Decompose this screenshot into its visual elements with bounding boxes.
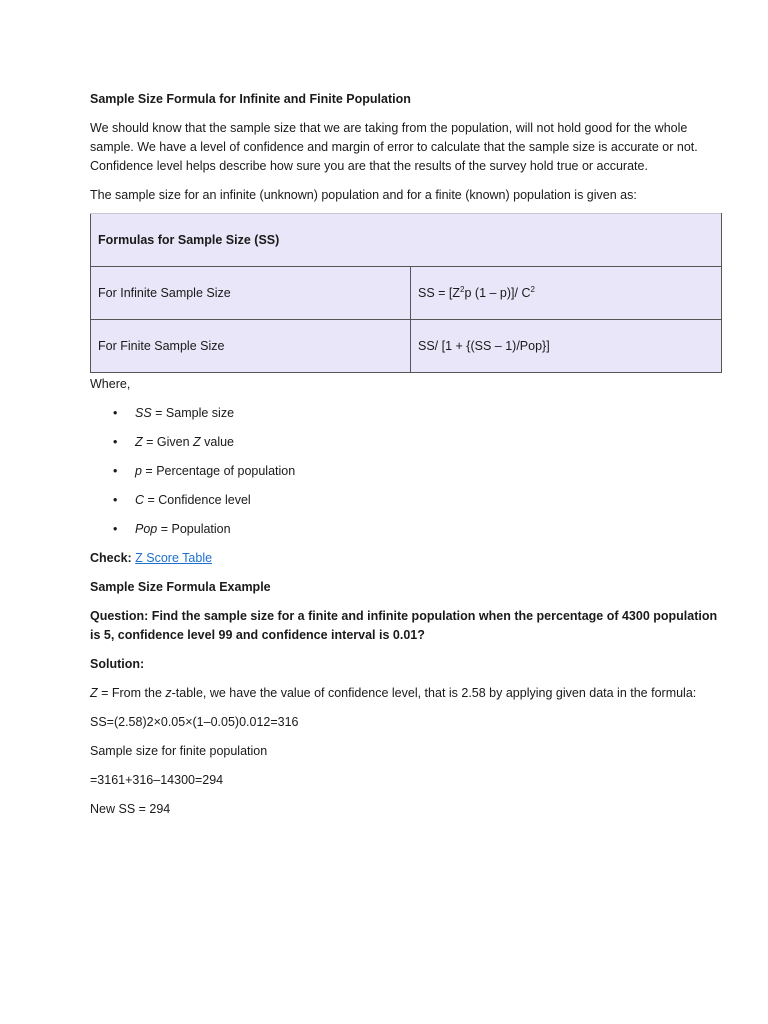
table-header-row [91, 214, 722, 267]
calculation-finite: =3161+316–14300=294 [90, 773, 224, 787]
table-row [91, 267, 722, 320]
intro-paragraph: We should know that the sample size that we are taking from the population, will not hold good for the whole sample. We have a level of confidence and margin of error to calculate that the sample size is accurate or not. Confidence level helps describe how sure you are that the results of the survey hold true or accurate. [90, 121, 698, 173]
list-item [90, 433, 722, 452]
finite-formula-cell: SS/ [1 + {(SS – 1)/Pop}] [411, 320, 722, 373]
formula-part: SS = [Z [418, 285, 461, 300]
z-text: = From the [97, 686, 166, 700]
bullet-icon: • [113, 406, 118, 420]
definition-text: value [200, 435, 235, 449]
list-item [90, 491, 722, 510]
z-score-table-link[interactable]: Z Score Table [135, 551, 213, 565]
question-text: Question: Find the sample size for a finite and infinite population when the percentage of 4300 population is 5, confidence level 99 and confidence interval is 0.01? [90, 609, 718, 642]
section-title: Sample Size Formula for Infinite and Finite Population [90, 92, 411, 106]
where-label: Where, [90, 377, 131, 391]
table-intro: The sample size for an infinite (unknown) population and for a finite (known) population is given as: [90, 188, 637, 202]
definition-text: = Given [142, 435, 194, 449]
table-row [91, 320, 722, 373]
definition-text: = Confidence level [144, 493, 251, 507]
definition-symbol: p [135, 464, 142, 478]
formula-part: p (1 – p)]/ C [464, 285, 531, 300]
definition-text: = Percentage of population [141, 464, 296, 478]
calculation-infinite: SS=(2.58)2×0.05×(1–0.05)0.012=316 [90, 715, 299, 729]
check-label: Check: [90, 551, 136, 565]
z-symbol: z [165, 686, 172, 700]
list-item [90, 404, 722, 423]
definition-symbol: C [135, 493, 145, 507]
sample-size-formula-table [90, 213, 722, 373]
definition-text: = Sample size [151, 406, 235, 420]
table-header: Formulas for Sample Size (SS) [91, 214, 722, 267]
list-item [90, 462, 722, 481]
list-item [90, 520, 722, 539]
definition-symbol: Z [135, 435, 143, 449]
infinite-label-cell: For Infinite Sample Size [91, 267, 411, 320]
bullet-icon: • [113, 522, 118, 536]
check-line [90, 549, 722, 568]
example-title: Sample Size Formula Example [90, 580, 271, 594]
bullet-icon: • [113, 435, 118, 449]
definition-text: = Population [157, 522, 231, 536]
z-explanation [90, 684, 722, 703]
z-symbol: Z [90, 686, 98, 700]
finite-label-cell: For Finite Sample Size [91, 320, 411, 373]
definition-symbol: Z [193, 435, 201, 449]
definition-symbol: Pop [135, 522, 158, 536]
bullet-icon: • [113, 493, 118, 507]
formula-superscript: 2 [460, 284, 465, 294]
formula-superscript: 2 [530, 284, 535, 294]
solution-label: Solution: [90, 657, 145, 671]
result-text: New SS = 294 [90, 802, 171, 816]
infinite-formula-cell [411, 267, 722, 320]
document-page [90, 90, 722, 829]
definitions-list [90, 404, 722, 539]
definition-symbol: SS [135, 406, 152, 420]
bullet-icon: • [113, 464, 118, 478]
finite-population-label: Sample size for finite population [90, 744, 268, 758]
z-text: -table, we have the value of confidence level, that is 2.58 by applying given data in the formula: [171, 686, 697, 700]
